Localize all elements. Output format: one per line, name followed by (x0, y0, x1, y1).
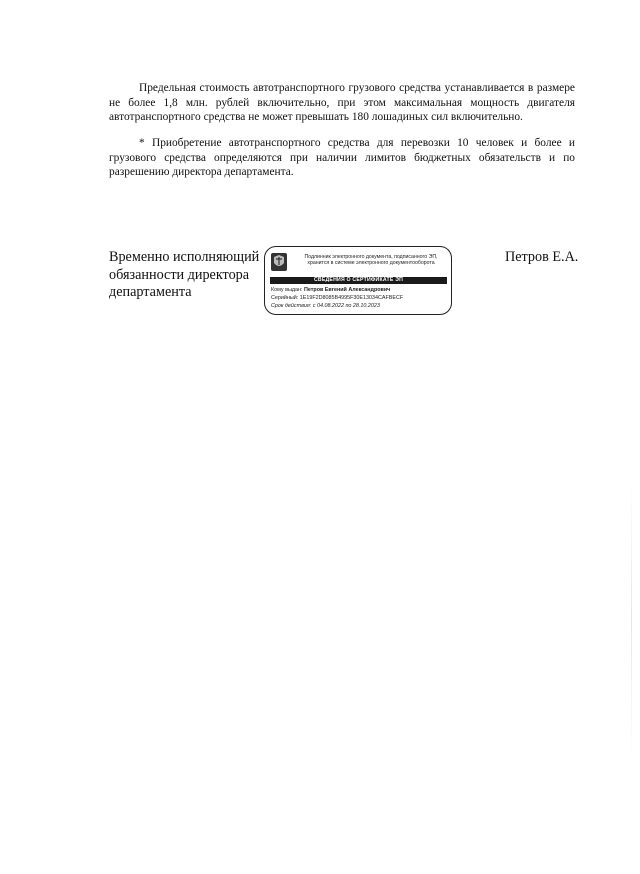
signatory-position-line: департамента (109, 284, 192, 300)
signatory-position-line: Временно исполняющий (109, 249, 260, 265)
stamp-validity-value: с 04.08.2022 по 28.10.2023 (312, 303, 380, 309)
stamp-owner-row (271, 287, 449, 294)
stamp-header-line: хранится в системе электронного документооборота (307, 260, 435, 267)
scan-edge-artifact (631, 480, 632, 760)
stamp-header-line: Подлинник электронного документа, подписанного ЭП, (304, 254, 438, 260)
paragraph-price-limit: Предельная стоимость автотранспортного грузового средства устанавливается в размере не более 1,8 млн. рублей включительно, при этом максимальная мощность двигателя автотранспортного средства не может превышать 180 лошадиных сил включительно. (109, 82, 575, 124)
signatory-position (109, 249, 269, 302)
stamp-owner-value: Петров Евгений Александрович (303, 287, 391, 293)
stamp-validity-label: Срок действия: (271, 303, 312, 309)
electronic-signature-stamp (264, 246, 452, 315)
stamp-header (293, 254, 449, 267)
stamp-serial-value: 1E19F2D8085B4995F30E13034CAFBECF (299, 295, 404, 301)
signatory-position-line: обязанности директора (109, 266, 250, 283)
coat-of-arms-icon (270, 252, 288, 272)
stamp-serial-row (271, 295, 449, 302)
stamp-owner-label: Кому выдан: (271, 287, 303, 293)
stamp-certificate-title: СВЕДЕНИЯ О СЕРТИФИКАТЕ ЭП (270, 277, 447, 284)
signatory-name: Петров Е.А. (505, 249, 579, 265)
paragraph-acquisition-note: * Приобретение автотранспортного средства для перевозки 10 человек и более и грузового средства определяются при наличии лимитов бюджетных обязательств и по разрешению директора департамента. (109, 137, 575, 179)
stamp-serial-label: Серийный: (271, 295, 299, 301)
stamp-validity-row (271, 303, 449, 310)
